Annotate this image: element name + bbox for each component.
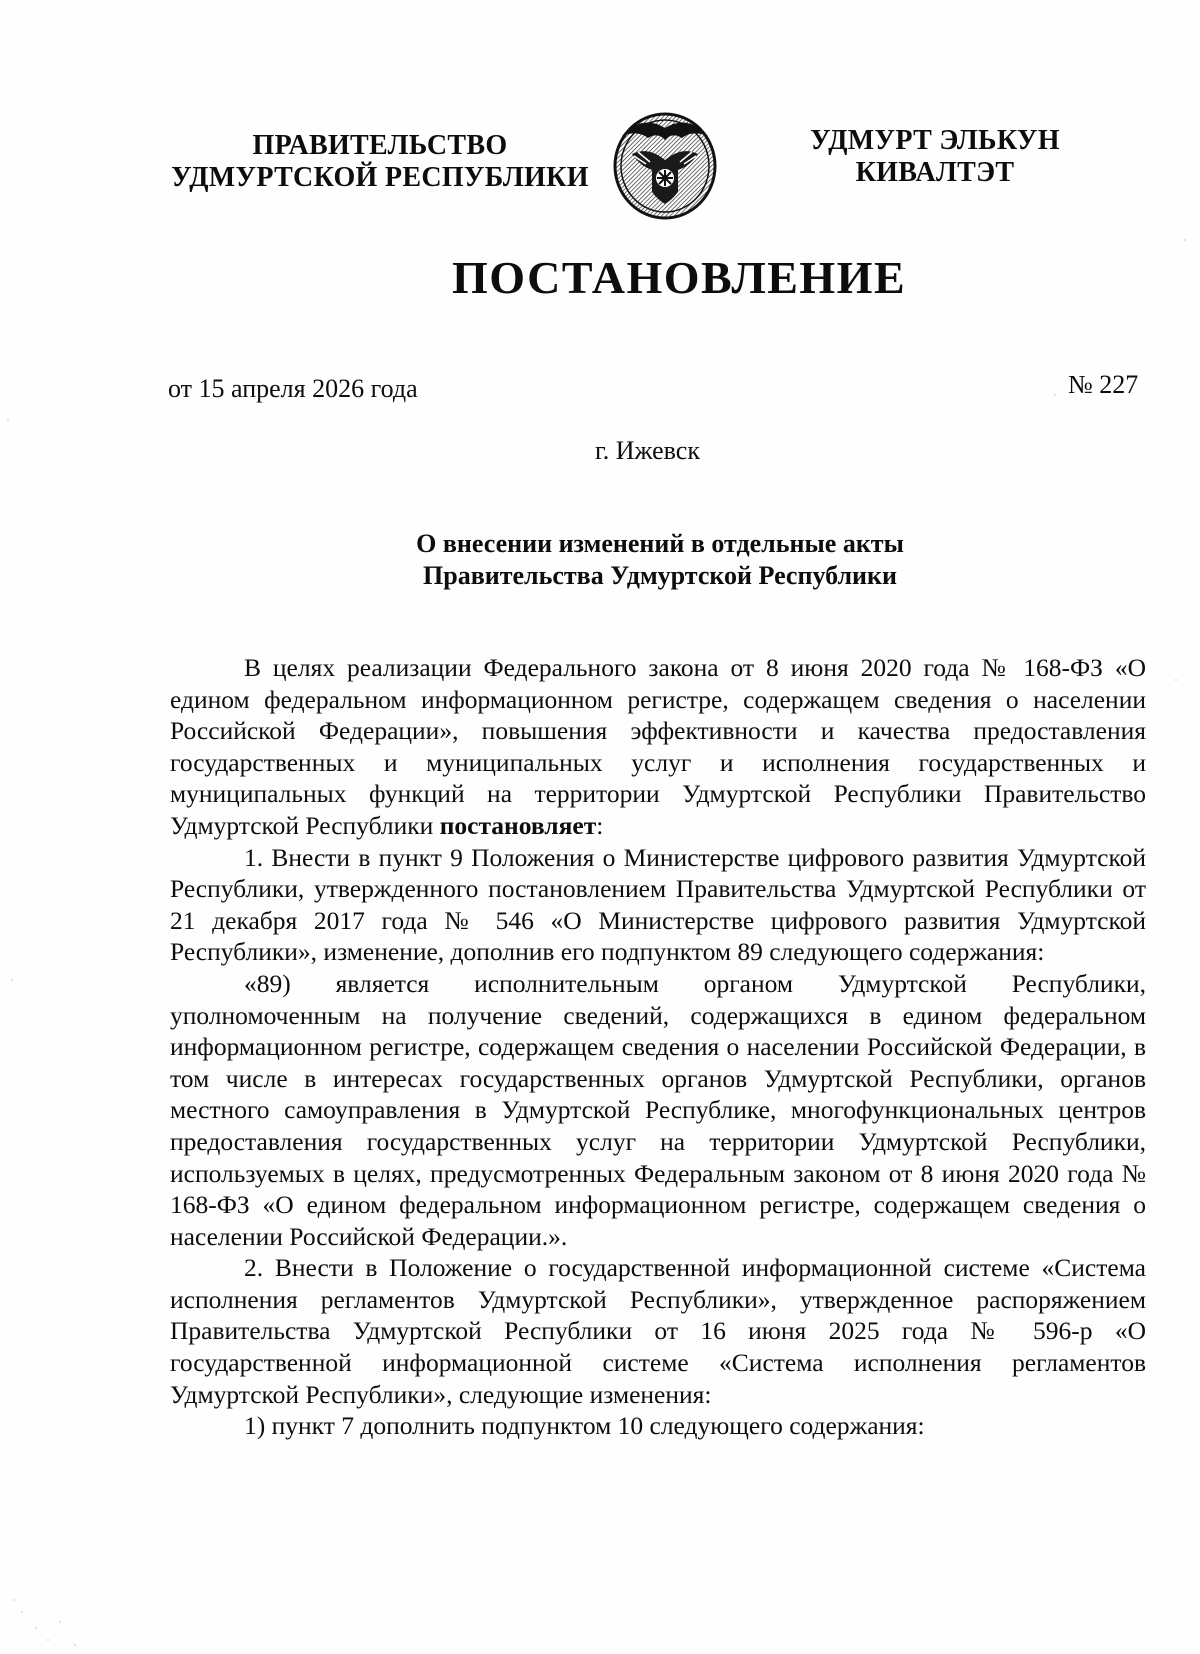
preamble-paragraph bbox=[170, 652, 1146, 842]
document-city: г. Ижевск bbox=[595, 436, 700, 465]
udmurt-coat-of-arms-icon bbox=[612, 108, 718, 220]
subject-line-1: О внесении изменений в отдельные акты bbox=[416, 529, 904, 558]
preamble-text: В целях реализации Федерального закона от 8 июня 2020 года № 168-ФЗ «О едином федеральном информационном регистре, содержащем сведения о населении Российской Федерации», повышения эффективности и качества предоставления государственных и муниципальных услуг и исполнения государственных и муниципальных функций на территории Удмуртской Республики Правительство Удмуртской Республики bbox=[170, 653, 1146, 840]
issuer-line-1: ПРАВИТЕЛЬСТВО bbox=[252, 130, 508, 161]
document-subject bbox=[380, 528, 940, 592]
document-number: № 227 bbox=[1068, 370, 1139, 399]
issuer-udmurt-line-1: УДМУРТ ЭЛЬКУН bbox=[810, 125, 1060, 156]
preamble-colon: : bbox=[596, 810, 604, 840]
issuer-udmurt-line-2: КИВАЛТЭТ bbox=[855, 157, 1015, 188]
issuer-name-russian bbox=[160, 130, 600, 194]
clause-2-item-1-paragraph: 1) пункт 7 дополнить подпунктом 10 следующего содержания: bbox=[244, 1411, 925, 1441]
subclause-89-paragraph: «89) является исполнительным органом Удмуртской Республики, уполномоченным на получение сведений, содержащихся в едином федеральном информационном регистре, содержащем сведения о населении Российской Федерации, в том числе в интересах государственных органов Удмуртской Республики, органов местного самоуправления в Удмуртской Республике, многофункциональных центров предоставления государственных услуг на территории Удмуртской Республики, используемых в целях, предусмотренных Федеральным законом от 8 июня 2020 года № 168-ФЗ «О едином федеральном информационном регистре, содержащем сведения о населении Российской Федерации.». bbox=[170, 968, 1146, 1251]
decision-keyword: постановляет bbox=[439, 810, 597, 840]
issuer-line-2: УДМУРТСКОЙ РЕСПУБЛИКИ bbox=[171, 162, 589, 193]
document-date: от 15 апреля 2026 года bbox=[168, 374, 418, 403]
clause-1-paragraph: 1. Внести в пункт 9 Положения о Министерстве цифрового развития Удмуртской Республики, утвержденного постановлением Правительства Удмуртской Республики от 21 декабря 2017 года № 546 «О Министерстве цифрового развития Удмуртской Республики», изменение, дополнив его подпунктом 89 следующего содержания: bbox=[170, 842, 1146, 967]
issuer-name-udmurt bbox=[790, 125, 1080, 189]
document-title: ПОСТАНОВЛЕНИЕ bbox=[452, 252, 907, 303]
subject-line-2: Правительства Удмуртской Республики bbox=[423, 561, 897, 590]
document-body bbox=[170, 652, 1146, 1442]
clause-2-paragraph: 2. Внести в Положение о государственной информационной системе «Система исполнения регламентов Удмуртской Республики», утвержденное распоряжением Правительства Удмуртской Республики от 16 июня 2025 года № 596-р «О государственной информационной системе «Система исполнения регламентов Удмуртской Республики», следующие изменения: bbox=[170, 1253, 1146, 1409]
